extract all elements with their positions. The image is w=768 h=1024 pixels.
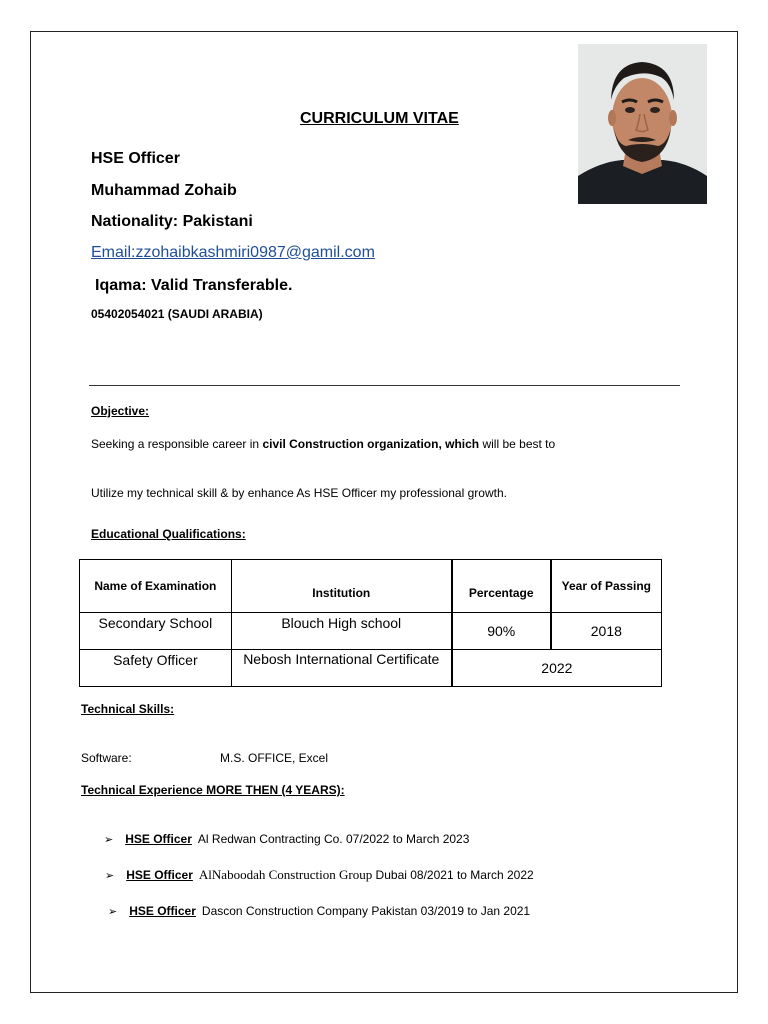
objective-heading: Objective: xyxy=(91,404,150,418)
table-header-row xyxy=(80,560,662,613)
job-role: HSE Officer xyxy=(91,150,180,167)
col-exam-header: Name of Examination xyxy=(80,560,232,613)
nationality: Nationality: Pakistani xyxy=(91,213,253,230)
cell-institution: Nebosh International Certificate xyxy=(231,650,452,687)
col-percentage-header: Percentage xyxy=(452,560,551,613)
phone-number: 05402054021 (SAUDI ARABIA) xyxy=(91,307,263,321)
skills-heading: Technical Skills: xyxy=(81,702,175,716)
cell-institution: Blouch High school xyxy=(231,613,452,650)
education-heading: Educational Qualifications: xyxy=(91,527,246,541)
arrow-bullet-icon: ➢ xyxy=(105,870,115,882)
experience-company-serif: AlNaboodah Construction Group xyxy=(198,867,373,882)
email-link[interactable]: Email:zzohaibkashmiri0987@gamil.com xyxy=(91,244,375,261)
experience-title: HSE Officer xyxy=(129,904,196,918)
cv-title: CURRICULUM VITAE xyxy=(300,110,459,127)
education-table xyxy=(79,559,662,687)
section-divider xyxy=(89,385,680,386)
iqama-status: Iqama: Valid Transferable. xyxy=(95,277,293,294)
software-value: M.S. OFFICE, Excel xyxy=(220,751,329,765)
cell-year: 2018 xyxy=(551,613,662,650)
arrow-bullet-icon: ➢ xyxy=(108,906,118,918)
experience-title: HSE Officer xyxy=(125,832,192,846)
objective-line-2: Utilize my technical skill & by enhance As HSE Officer my professional growth. xyxy=(91,486,507,500)
table-row xyxy=(80,650,662,687)
list-item xyxy=(104,832,469,846)
experience-company: Dubai 08/2021 to March 2022 xyxy=(372,868,534,882)
objective-text-pre: Seeking a responsible career in xyxy=(91,437,263,451)
cell-year-combined: 2022 xyxy=(452,650,662,687)
list-item xyxy=(105,867,534,883)
table-row xyxy=(80,613,662,650)
col-year-header: Year of Passing xyxy=(551,560,662,613)
profile-photo xyxy=(578,44,707,204)
portrait-image xyxy=(578,44,707,204)
list-item xyxy=(108,904,530,918)
experience-company: Al Redwan Contracting Co. 07/2022 to March 2023 xyxy=(197,832,470,846)
arrow-bullet-icon: ➢ xyxy=(104,834,114,846)
candidate-name: Muhammad Zohaib xyxy=(91,182,237,199)
experience-company: Dascon Construction Company Pakistan 03/2019 to Jan 2021 xyxy=(201,904,531,918)
cell-exam: Secondary School xyxy=(80,613,232,650)
objective-line-1 xyxy=(91,437,555,451)
software-label: Software: xyxy=(81,751,132,765)
objective-text-bold: civil Construction organization, which xyxy=(262,437,480,451)
col-institution-header: Institution xyxy=(231,560,452,613)
experience-title: HSE Officer xyxy=(126,868,193,882)
experience-heading: Technical Experience MORE THEN (4 YEARS): xyxy=(81,783,345,797)
objective-text-post: will be best to xyxy=(479,437,556,451)
cell-exam: Safety Officer xyxy=(80,650,232,687)
cell-percentage: 90% xyxy=(452,613,551,650)
